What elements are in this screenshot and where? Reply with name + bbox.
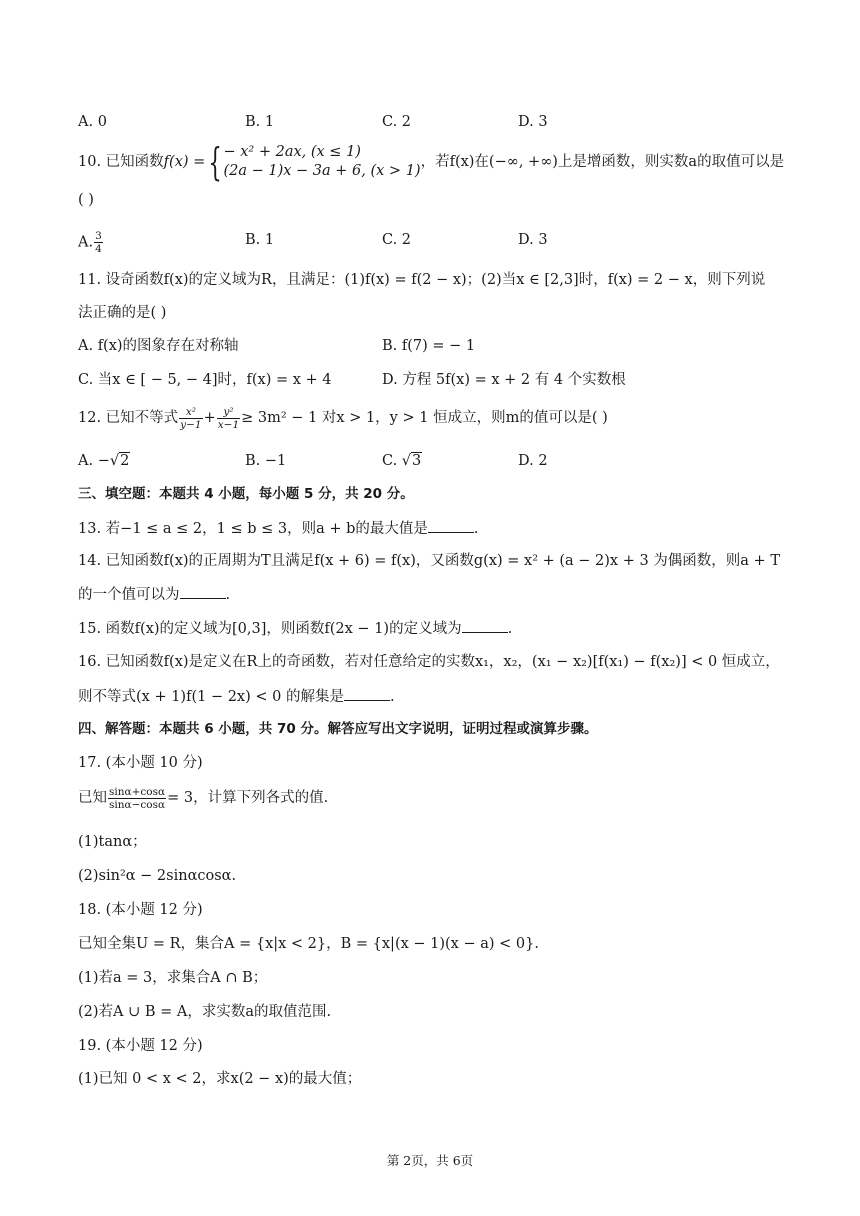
q9-option-c: C. 2	[382, 114, 412, 130]
q12-suffix: ≥ 3m² − 1 对x > 1，y > 1 恒成立，则m的值可以是( )	[241, 410, 608, 426]
q16-end: .	[389, 689, 395, 705]
q12-option-b: B. −1	[245, 453, 287, 469]
page-footer: 第 2页，共 6页	[386, 1153, 474, 1168]
q17-part-2: (2)sin²α − 2sinαcosα.	[78, 868, 237, 884]
q16-text: 则不等式(x + 1)f(1 − 2x) < 0 的解集是	[78, 689, 344, 705]
q10-option-a-denominator: 4	[95, 243, 102, 255]
q12-option-c	[382, 451, 422, 471]
q16-line-2	[78, 686, 395, 707]
q10-option-a-fraction	[94, 230, 103, 255]
q12-option-a-radicand: 2	[120, 453, 130, 469]
q10-option-c: C. 2	[382, 232, 412, 248]
q18-given: 已知全集U = R，集合A = {x|x < 2}，B = {x|(x − 1)(x − a) < 0}.	[78, 936, 539, 952]
q12-option-c-label: C.	[382, 453, 398, 469]
q10-option-a-label: A.	[78, 234, 94, 251]
q12-option-a-label: A. −	[78, 453, 110, 469]
q13-end: .	[473, 521, 479, 537]
q11-option-b: B. f(7) = − 1	[382, 338, 476, 354]
q17-given-suffix: = 3，计算下列各式的值.	[167, 790, 329, 806]
q11-option-d: D. 方程 5f(x) = x + 2 有 4 个实数根	[382, 372, 626, 388]
q11-option-a: A. f(x)的图象存在对称轴	[78, 338, 239, 354]
q10-paren: ( )	[78, 192, 94, 208]
q10-prefix: 10. 已知函数	[78, 154, 164, 170]
q12-fraction-2-numerator: y²	[217, 406, 240, 419]
sqrt-symbol: √	[109, 453, 120, 469]
question-15	[78, 618, 512, 639]
answer-blank	[180, 584, 226, 599]
q14-text: 的一个值可以为	[78, 587, 180, 603]
question-13	[78, 518, 479, 539]
q10-option-b: B. 1	[245, 232, 275, 248]
q10-option-d: D. 3	[518, 232, 548, 248]
q12-fraction-2-denominator: x−1	[217, 418, 240, 431]
question-12	[78, 403, 608, 433]
q17-heading: 17. (本小题 10 分)	[78, 755, 203, 771]
q10-option-a	[78, 230, 104, 255]
answer-blank	[344, 686, 390, 701]
q15-end: .	[507, 621, 513, 637]
q10-case-1: − x² + 2ax, (x ≤ 1)	[223, 144, 361, 160]
q16-line-1: 16. 已知函数f(x)是定义在R上的奇函数，若对任意给定的实数x₁，x₂，(x₁ − x₂)[f(x₁) − f(x₂)] < 0 恒成立，	[78, 654, 780, 670]
q10-option-a-numerator: 3	[95, 230, 102, 242]
q12-plus: +	[203, 410, 216, 426]
q9-option-a: A. 0	[78, 114, 107, 130]
q11-line-2: 法正确的是( )	[78, 305, 167, 321]
q12-fraction-1-denominator: y−1	[180, 418, 202, 431]
q10-case-2: (2a − 1)x − 3a + 6, (x > 1)	[223, 163, 421, 179]
q14-line-2	[78, 584, 230, 605]
q12-fraction-1-numerator: x²	[179, 406, 202, 419]
q12-option-d: D. 2	[518, 453, 548, 469]
q12-fraction-2	[217, 406, 240, 431]
q14-end: .	[225, 587, 231, 603]
q12-prefix: 12. 已知不等式	[78, 410, 179, 426]
q13-text: 13. 若−1 ≤ a ≤ 2，1 ≤ b ≤ 3，则a + b的最大值是	[78, 521, 428, 537]
q12-fraction-1	[179, 406, 202, 431]
q9-option-d: D. 3	[518, 114, 548, 130]
q17-fraction-denominator: sinα−cosα	[109, 798, 166, 811]
q10-suffix: ，若f(x)在(−∞, +∞)上是增函数，则实数a的取值可以是	[420, 154, 785, 170]
q11-line-1: 11. 设奇函数f(x)的定义域为R，且满足：(1)f(x) = f(2 − x)；(2)当x ∈ [2,3]时，f(x) = 2 − x，则下列说	[78, 272, 766, 288]
section-4-heading: 四、解答题：本题共 6 小题，共 70 分。解答应写出文字说明，证明过程或演算步骤。	[78, 721, 598, 737]
q18-part-1: (1)若a = 3，求集合A ∩ B；	[78, 970, 268, 986]
sqrt-symbol: √	[401, 453, 412, 469]
q17-given	[78, 784, 328, 812]
q17-given-prefix: 已知	[78, 790, 107, 806]
q11-option-c: C. 当x ∈ [ − 5, − 4]时，f(x) = x + 4	[78, 372, 332, 388]
question-10: 10. 已知函数f(x) ={ − x² + 2ax, (x ≤ 1) (2a − 1)x − 3a + 6, (x > 1) ，若f(x)在(−∞, +∞)上是增函数，则实数a的取值可以是	[78, 140, 785, 184]
section-3-heading: 三、填空题：本题共 4 小题，每小题 5 分，共 20 分。	[78, 486, 414, 502]
q19-heading: 19. (本小题 12 分)	[78, 1038, 203, 1054]
answer-blank	[428, 518, 474, 533]
q17-fraction-numerator: sinα+cosα	[109, 785, 166, 798]
q17-part-1: (1)tanα；	[78, 834, 147, 850]
q14-line-1: 14. 已知函数f(x)的正周期为T且满足f(x + 6) = f(x)，又函数g(x) = x² + (a − 2)x + 3 为偶函数，则a + T	[78, 553, 780, 569]
q12-option-a	[78, 451, 130, 471]
q17-fraction	[108, 786, 166, 811]
answer-blank	[462, 618, 508, 633]
piecewise-cases	[223, 143, 420, 181]
brace-symbol: {	[208, 140, 223, 184]
q18-part-2: (2)若A ∪ B = A，求实数a的取值范围.	[78, 1004, 332, 1020]
q9-option-b: B. 1	[245, 114, 275, 130]
q19-part-1: (1)已知 0 < x < 2，求x(2 − x)的最大值；	[78, 1071, 362, 1087]
q12-option-c-radicand: 3	[412, 453, 422, 469]
q18-heading: 18. (本小题 12 分)	[78, 902, 203, 918]
q15-text: 15. 函数f(x)的定义域为[0,3]，则函数f(2x − 1)的定义域为	[78, 621, 462, 637]
